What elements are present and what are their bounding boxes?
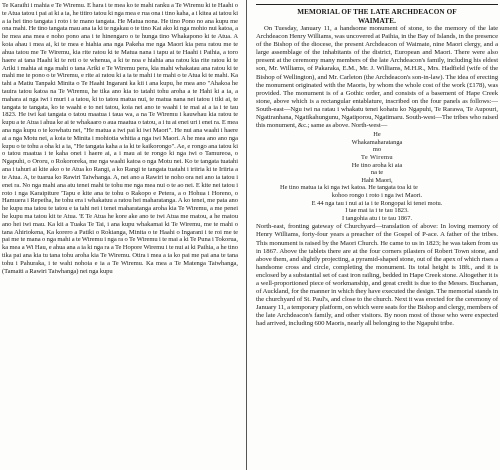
article-body-2 xyxy=(256,223,498,328)
article-body-1 xyxy=(256,25,498,130)
inscription-line-5: He tino aroha ki aia xyxy=(351,161,403,169)
inscription-line-6: na te xyxy=(370,169,384,177)
inscription-line-1: He xyxy=(373,131,381,139)
monument-inscription xyxy=(256,131,498,222)
top-rule xyxy=(256,4,498,5)
inscription-line-12: I tangohia atu i te tau 1867. xyxy=(341,214,413,222)
inscription-line-2: Whakamaharatanga xyxy=(351,138,403,146)
heading-line-2: WAIMATE. xyxy=(357,16,396,25)
maori-text-column xyxy=(2,2,238,468)
inscription-line-3: mo xyxy=(372,146,382,154)
english-text-column xyxy=(256,2,498,468)
article-paragraph-2: North-east, fronting gateway of Churchyard—translation of above: In loving memory of Henry Williams, forty-four years a preacher of the Gospel of P-ace. A father of the tribes. This monument is raised by the Maori Church. He came to us in 1823; he was taken from us in 1867. Above the tablets there are at the four corners pilasters of Robert Town stone, and above them, and slightly projecting, a pyramid-shaped stone, out of the apex of which rises a handsome cross and circle, completing the monument. Its total height is 18ft., and it is enclosed by a substantial set of cast iron railing, bedded in Hape Creek stone. Altogether it is a well-proportioned piece of workmanship, and great credit is due to the Messrs. Buchanan, of Auckland, for the manner in which they have executed the design. The memorial stands in the churchyard of St. Paul's, and close to the church. Next it was erected for the ceremony of January 11, a temporary platform, on which were seats for the Bishop and clergy, members of the late Archdeacon's family, and other visitors. By noon most of those who were expected had arrived, including 600 Maoris, nearly all belonging to the Ngapuhi tribe. xyxy=(256,223,498,328)
inscription-line-4: Te Wiremu xyxy=(360,154,394,161)
column-divider xyxy=(246,0,247,470)
maori-paragraph: Te Karaihi i mahia e Te Wiremu. E hara i te mea ko te mahi ranku a Te Wiremu ki te Haahi o te Atua tatou i pai ai ki a ia, he titiro tatou ki nga mea e rua ona i tino kaha, a i kitea ai tatou ki a ia hei tino tangata i roto i te mano tangata. He Matua nona. He tino Pono no ana kupu me ona mahi. He tino tangata mau ana ia ki te ngakau o te tino Kai ako ki nga mohio nui katoa, a he mea ana mea e noho pono ana i te hinengaro o te hunga tino Whakapono ki te Atua. A koia ahau i mea ai, ki te mea e hiahia ana nga Pakeha me nga Maori kia pera ratou me te ahua tatou me Te Wiremu, kia rite ratou ki te Matua nana i tapu ai te Haahi i Paihia, a toro haere ai tana Haahi ki te reti o te whenua, a ki te noa e hiahia ana ratou kia rite ratou ki te Ariki i mahia ai nga mahi o tana Ariki e Te Wiremu pera, kia mahi whakatau ana ratou ki te mahi me te pono o te Wiremu, e rite ai ratou ki a ia te mahi i te mahi o te Atua ki te mahi. Ka tahi a Matiu Tanpaki Minita o Te Haahi Ingarani ka kii i ana kupu, he mea ano "Ahakoa he tauira tatou katoa na Te Wiremu, he tika ano kia to tatahi tohu aroha a te Hahi ki a ia, a mahara ai nga iwi i muri i a tatou, ki to tatou matua nui, te matua nana nei tatou i tiki ai, te tangata te tangata, ko te waahi e to nei tatou, koia nei ano te waahi i te mai ai a ia i te tau 1823. He iwi kai tangata o tatou maatua i taua wa, a na Te Wiremu i kauwhau kia ratou te kupu a te Atua i ahua ke ai te whakaaro o aua maatua o tatou, a i tu ai enei uri i enei ra. E mea ana nga kupu o te kowhatu nei, "He matua a iwi pai ki iwi Maori". He nui ana waahi i haere ai a nga Motu nei, a koia te Minita i mohiotia whitia a nga iwi Maori. A he mea ano ano nga kupu o te tohu a oha ki a ia, "He tangata kaha a ia ki te kaikorongo". Ae, e rongo ana tatou ki o tatou maatua i te kaha onei i haere ai, a i mau ai te rongo ki nga iwi o Tamureoa, o Ngapuhi, o Ororu, o Rokororeka, me nga waahi katoa o nga Motu nei. Ko te tangata tuatahi ana i tahuri ai kite ako o te Atua ko Rangi, a ko Rangi te tangata tuatahi i iriiria ki te Iriiria a te Atua. A, te tuarua ko Rawiri Taiwhanga. A, nei ano a Rawiri te noho ora nei ano ia tatou i enei ra. No nga mahi ana atu tenei mahi te tohu me nga mea nui o te ao nei. E kite nei tatou i roto i nga Karaipiture 'Tapu e kite ana te tohu o Rakopo e Petera, a o Hohua i Horeno, o Hamuera i Repeiha, he tohu era i whakatuu a ratou hei maharatanga. A ko tenei, me pata ano he kupu ma tatou te tatou e ta tahi nei i tenei maharatanga aroha kia Te Wiremu, a me penei he kupu ma tatou kit te Atua. 'E Te Atua he kore ake ano te iwi Atua me matou, a he matou ano hei iwi mau. Ka kii a Tuaka Te Tai, i ana kupu whakamai ki Te Wiremu, me te mahi o tana Ahiriokena, Ka korero a Patiki o Rokianga, Minita o te Haahi o Ingarani i te roi me te pai me te mana o nga mahi a te Wiremu i nga ra o Te Wiremu i te mai a ki Te Puna i Tokorua, ka mea a Wi Hau, e ahua ana a ia ki nga ra a Te Hopore Wiremu i te nui ai ki Paihia, a he tino tika pai ana kia tu tana tohu aroha kia Te Wiremu. Otira i mea a ia ko pai me pai ana te tana tohu i Pahuraka, i te wahi nohoia e ia a Te Wiremu. Ka mea a Te Matenga Taiwhanga, (Tamaiti a Rawiri Taiwhanga) nei nga kupu xyxy=(2,2,238,275)
inscription-line-9: kohoo rongo i roto i nga iwi Maori. xyxy=(331,191,423,199)
inscription-line-10: E 44 nga tau i nui ai ia i te Rongopai ki tenei motu. xyxy=(311,199,443,207)
article-heading xyxy=(256,8,498,25)
article-paragraph-1: On Tuesday, January 11, a handsome monument of stone, to the memory of the late Archdeacon Henry Williams, was uncovered at Paihia, in the Bay of Islands, in the presence of the Bishop of the diocese, the present Archdeacon of Waimate, nine Maori clergy, and a large assemblage of the inhabitants of the district, European and Maori. There were also present at the ceremony many members of the late Archdeacon's family, including his eldest son, Mr. Williams, of Pakaraka, E.M., Mr. J. Williams, M.H.R., Mrs. Hadfield (wife of the Bishop of Wellington), and Mr. Carleton (the Archdeacon's son-in-law). The idea of erecting the monument originated with the Maoris, by whom the whole cost of the work (£178), was provided. The monument is of a Gothic order, and consists of a basement of Hape Creek stone, above which is a rectangular entablature, inscribed on the four panels as follows:—South-east—Ngu iwi na ratau i whakatu tenei kohatu ko Ngapuhi, Te Rarawa, Te Aupouri, Ngatiranhana, Ngatikahungunu, Ngatiporou, Ngatimaru. South-west—The tribes who raised this monument, &c.; same as above. North-west— xyxy=(256,25,498,130)
inscription-line-11: I tae mai ia i te tau 1823. xyxy=(345,207,409,215)
heading-line-1: MEMORIAL OF THE LATE ARCHDEACON OF xyxy=(297,8,457,16)
inscription-line-7: Hahi Maori, xyxy=(361,176,393,184)
inscription-line-8: He tino matua ia ki nga iwi katoa. He tangata toa ki te xyxy=(280,184,418,192)
